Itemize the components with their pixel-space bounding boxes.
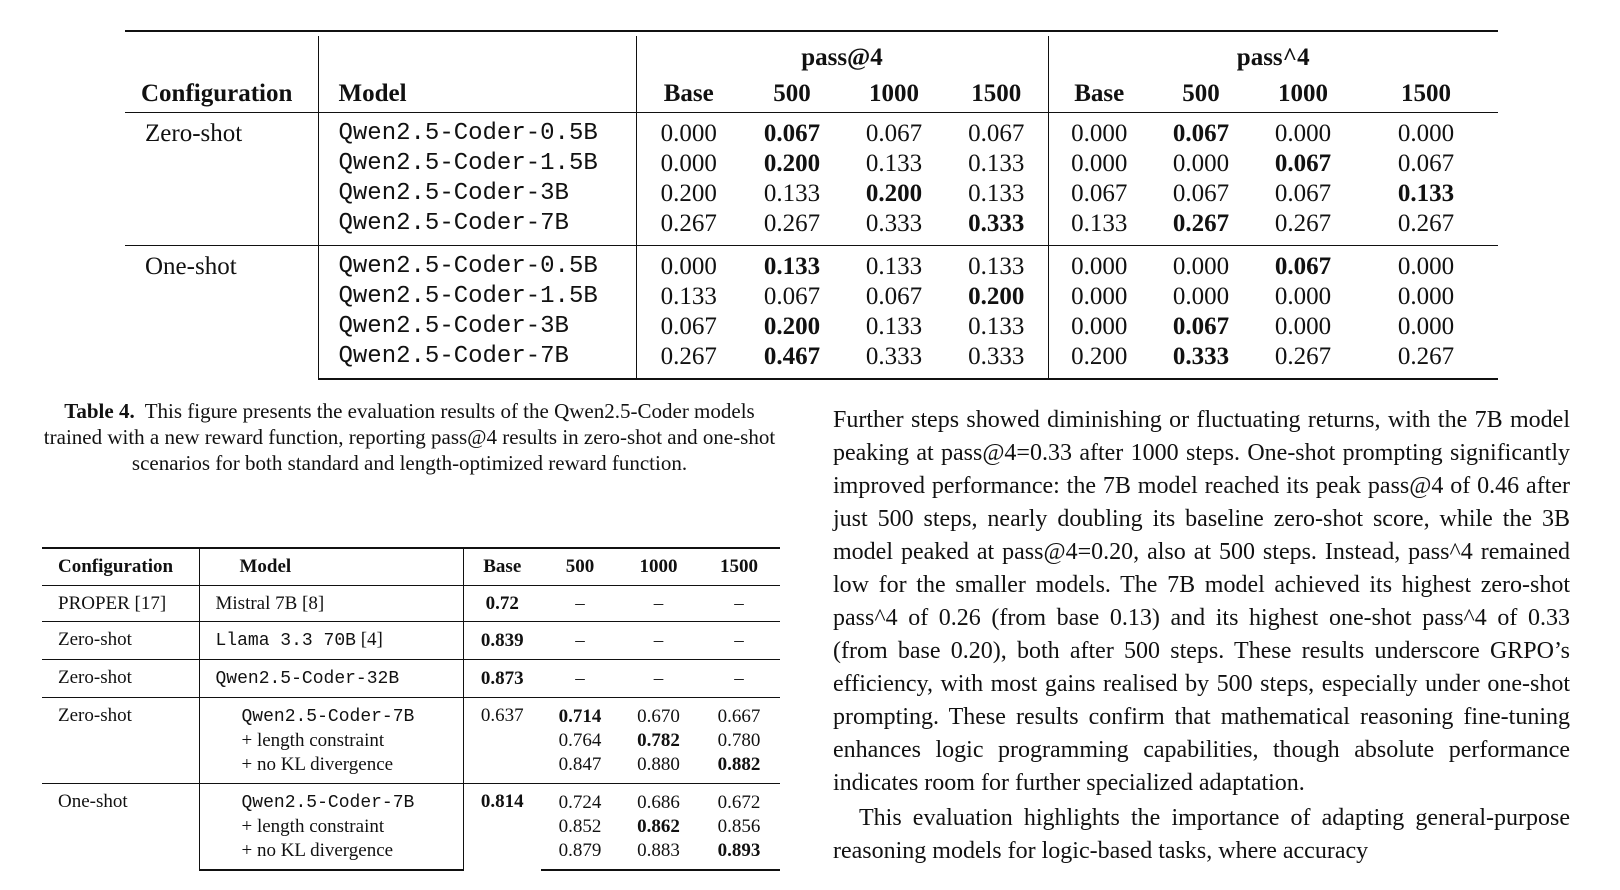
group-header-pass-pow-4: pass^4	[1236, 44, 1310, 71]
col-header: Base	[463, 548, 541, 586]
cell: 0.724	[541, 784, 619, 816]
model-name	[199, 698, 463, 730]
col-header: 1500	[698, 548, 780, 586]
cell: 0.000	[1274, 120, 1332, 147]
cell: 0.267	[1274, 210, 1332, 237]
cell: 0.133	[843, 246, 945, 283]
model-name-mono: Qwen2.5-Coder-32B	[215, 669, 400, 689]
cell: 0.764	[558, 730, 602, 751]
table-row	[125, 209, 1498, 246]
cell: 0.72	[485, 593, 519, 614]
cell: 0.714	[541, 698, 619, 730]
cell: 0.133	[945, 179, 1048, 209]
cell: 0.267	[660, 210, 717, 237]
cell: 0.814	[463, 784, 541, 871]
cell: –	[619, 622, 698, 660]
col-header: 500	[741, 76, 843, 113]
cell: 0.000	[1274, 313, 1332, 340]
cell: –	[653, 593, 664, 614]
cell: 0.882	[717, 754, 761, 775]
cell: 0.467	[741, 342, 843, 379]
col-header: Base	[1048, 76, 1150, 113]
cell: 0.133	[660, 283, 717, 310]
cell: 0.133	[945, 312, 1048, 342]
cell: 0.000	[1172, 283, 1230, 310]
col-header-model: Model	[199, 548, 463, 586]
cell: 0.200	[945, 282, 1048, 312]
results-table-pass-k	[125, 30, 1498, 380]
table-row	[42, 622, 780, 660]
cell: 0.000	[1150, 246, 1252, 283]
model-name: Qwen2.5-Coder-0.5B	[318, 113, 636, 150]
col-header: Base	[636, 76, 741, 113]
cell: 0.067	[1172, 313, 1230, 340]
cell: 0.067	[865, 120, 923, 147]
cell: 0.670	[619, 698, 698, 730]
cell: 0.000	[660, 150, 717, 177]
cell: 0.133	[741, 246, 843, 283]
cell: 0.333	[945, 209, 1048, 246]
col-header-configuration: Configuration	[42, 548, 199, 586]
cell: 0.000	[660, 120, 717, 147]
model-name	[199, 784, 463, 816]
cell: 0.672	[698, 784, 780, 816]
config-label: Zero-shot	[42, 660, 199, 698]
cell: 0.267	[1397, 210, 1455, 237]
cell: 0.133	[945, 246, 1048, 283]
caption-text: This figure presents the evaluation results of the Qwen2.5-Coder models trained with a new reward function, reporting pass@4 results in zero-shot and one-shot scenarios for both standard and length-optimized reward function.	[43, 399, 776, 475]
cell: 0.000	[1071, 150, 1128, 177]
cell: 0.782	[637, 730, 680, 751]
model-name	[199, 622, 463, 660]
cell: 0.067	[660, 313, 717, 340]
cell: 0.133	[945, 149, 1048, 179]
config-label: PROPER [17]	[42, 586, 199, 622]
model-name: + length constraint	[199, 815, 463, 839]
cell: 0.893	[698, 839, 780, 870]
cell: 0.000	[636, 246, 741, 283]
cell: 0.067	[1274, 180, 1332, 207]
cell: 0.862	[637, 816, 680, 837]
model-name: Qwen2.5-Coder-3B	[318, 312, 636, 342]
cell: 0.200	[865, 180, 923, 207]
cell: 0.267	[1172, 210, 1230, 237]
cell: 0.333	[865, 210, 923, 237]
cell: 0.333	[945, 342, 1048, 379]
config-label: One-shot	[42, 784, 199, 871]
model-name: + no KL divergence	[199, 753, 463, 784]
col-header: 1500	[945, 76, 1048, 113]
model-name: Qwen2.5-Coder-0.5B	[318, 246, 636, 283]
cell: 0.200	[763, 150, 821, 177]
model-name-mono: Qwen2.5-Coder-7B	[241, 793, 415, 813]
cell: 0.333	[843, 342, 945, 379]
cell: 0.000	[1048, 246, 1150, 283]
comparison-table	[42, 547, 780, 871]
cell: 0.133	[1071, 210, 1128, 237]
cell: 0.880	[637, 754, 680, 775]
cell: 0.000	[1071, 313, 1128, 340]
col-header: 500	[1150, 76, 1252, 113]
cell: 0.267	[763, 210, 821, 237]
cell: 0.133	[1397, 180, 1455, 207]
model-name: + length constraint	[199, 729, 463, 753]
cell: 0.067	[1252, 246, 1354, 283]
paragraph: This evaluation highlights the importance of adapting general-purpose reasoning models for logic-based tasks, where accuracy	[833, 805, 1570, 864]
cell: –	[698, 622, 780, 660]
cell: 0.133	[865, 313, 923, 340]
table-row	[125, 149, 1498, 179]
table-row	[125, 342, 1498, 379]
cell: 0.267	[636, 342, 741, 379]
paragraph: Further steps showed diminishing or fluctuating returns, with the 7B model peaking at pass@4=0.33 after 1000 steps. One-shot prompting significantly improved performance: the 7B model reached its peak pass@4 of 0.46 after just 500 steps, nearly doubling its baseline zero-shot score, while the 3B model peaked at pass@4=0.20, also at 500 steps. Instead, pass^4 remained low for the smaller models. The 7B model achieved its highest zero-shot pass^4 of 0.26 (from base 0.13) and its highest one-shot pass^4 of 0.33 (from base 0.20), both after 500 steps. These results underscore GRPO’s efficiency, with most gains realised by 500 steps, especially under one-shot prompting. These results confirm that mathematical reasoning fine-tuning enhances logic programming capabilities, though absolute performance indicates room for further specialized adaptation.	[833, 407, 1570, 796]
cell: 0.333	[1150, 342, 1252, 379]
cell: 0.067	[763, 120, 821, 147]
cell: 0.000	[1397, 283, 1455, 310]
cell: 0.667	[698, 698, 780, 730]
model-name: Qwen2.5-Coder-1.5B	[318, 149, 636, 179]
cell: 0.133	[865, 150, 923, 177]
group-header-pass-at-4: pass@4	[636, 36, 1048, 76]
cell: 0.000	[1274, 283, 1332, 310]
col-header: 1500	[1354, 76, 1498, 113]
cell: 0.067	[763, 283, 821, 310]
cell: –	[698, 660, 780, 698]
table-row	[42, 586, 780, 622]
config-label: Zero-shot	[125, 113, 318, 246]
cell: 0.000	[1354, 246, 1498, 283]
col-header: 1000	[1252, 76, 1354, 113]
cell: 0.267	[1354, 342, 1498, 379]
model-ref: [4]	[355, 629, 383, 650]
model-name: Mistral 7B [8]	[199, 586, 463, 622]
table-row	[125, 246, 1498, 283]
cell: 0.067	[1172, 120, 1230, 147]
cell: 0.780	[717, 730, 761, 751]
cell: 0.067	[1274, 150, 1332, 177]
cell: 0.000	[1397, 120, 1455, 147]
table-row	[42, 698, 780, 730]
model-name-mono: Llama 3.3 70B	[215, 631, 356, 651]
table-row	[42, 784, 780, 816]
cell: 0.267	[1252, 342, 1354, 379]
cell: 0.686	[619, 784, 698, 816]
table-caption	[42, 398, 777, 476]
cell: 0.883	[619, 839, 698, 870]
cell: 0.000	[1172, 150, 1230, 177]
table-row	[125, 113, 1498, 150]
config-label: Zero-shot	[42, 698, 199, 784]
cell: 0.637	[463, 698, 541, 784]
cell: 0.067	[865, 283, 923, 310]
cell: 0.839	[463, 622, 541, 660]
cell: 0.200	[1048, 342, 1150, 379]
model-name: Qwen2.5-Coder-1.5B	[318, 282, 636, 312]
config-label: Zero-shot	[42, 622, 199, 660]
model-name: Qwen2.5-Coder-7B	[318, 209, 636, 246]
model-name	[199, 660, 463, 698]
body-text	[833, 404, 1570, 868]
table-row	[125, 179, 1498, 209]
cell: –	[541, 660, 619, 698]
table-row	[42, 660, 780, 698]
col-header: 500	[541, 548, 619, 586]
cell: 0.067	[1397, 150, 1455, 177]
cell: 0.067	[945, 113, 1048, 150]
cell: 0.847	[558, 754, 602, 775]
col-header: 1000	[619, 548, 698, 586]
cell: 0.067	[1172, 180, 1230, 207]
cell: 0.879	[541, 839, 619, 870]
cell: 0.200	[660, 180, 717, 207]
cell: 0.200	[763, 313, 821, 340]
cell: 0.000	[1071, 283, 1128, 310]
cell: –	[575, 593, 585, 614]
cell: –	[734, 593, 744, 614]
caption-label: Table 4.	[64, 399, 135, 423]
model-name: Qwen2.5-Coder-3B	[318, 179, 636, 209]
col-header-configuration: Configuration	[125, 76, 318, 113]
cell: 0.852	[558, 816, 602, 837]
col-header: 1000	[843, 76, 945, 113]
col-header-model: Model	[318, 76, 636, 113]
cell: –	[541, 622, 619, 660]
cell: 0.856	[717, 816, 761, 837]
cell: –	[619, 660, 698, 698]
cell: 0.133	[763, 180, 821, 207]
cell: 0.067	[1071, 180, 1128, 207]
model-name: Qwen2.5-Coder-7B	[318, 342, 636, 379]
cell: 0.000	[1397, 313, 1455, 340]
table-row	[125, 282, 1498, 312]
cell: 0.000	[1071, 120, 1128, 147]
cell: 0.873	[463, 660, 541, 698]
table-row	[125, 312, 1498, 342]
model-name: + no KL divergence	[199, 839, 463, 870]
model-name-mono: Qwen2.5-Coder-7B	[241, 707, 415, 727]
config-label: One-shot	[125, 246, 318, 380]
